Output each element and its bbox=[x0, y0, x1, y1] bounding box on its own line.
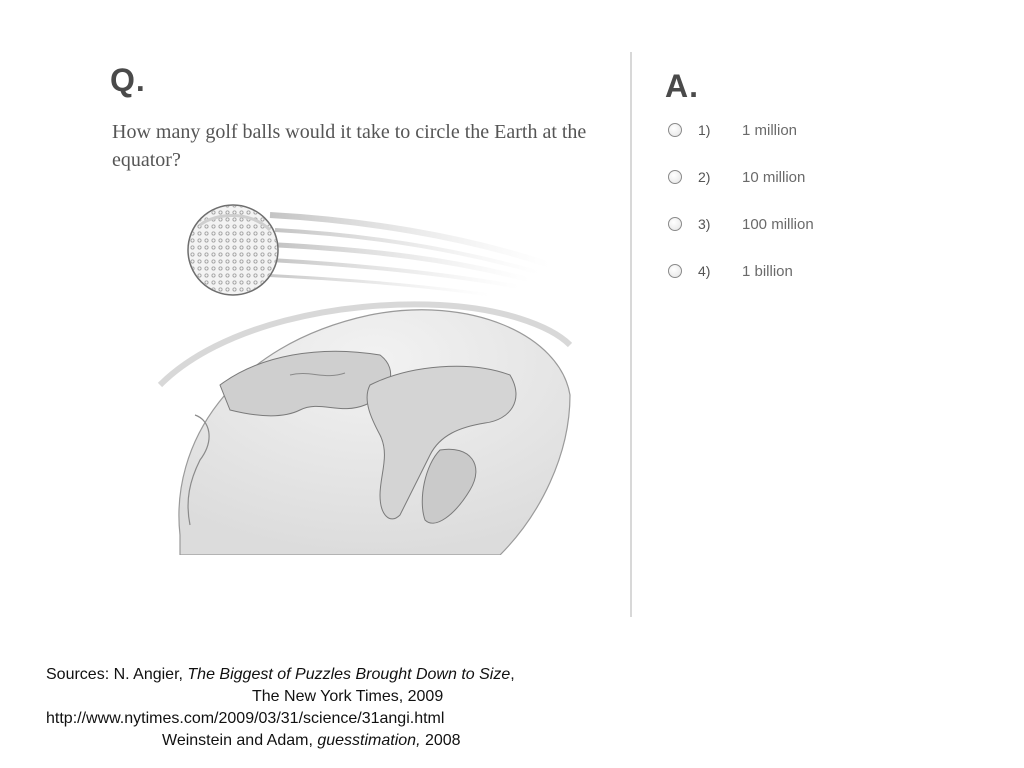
option-number: 3) bbox=[698, 216, 711, 232]
option-label: 1 billion bbox=[742, 262, 793, 280]
source-authors: Weinstein and Adam, bbox=[162, 732, 318, 749]
source-article-title: The Biggest of Puzzles Brought Down to Size bbox=[187, 666, 511, 683]
radio-button-icon[interactable] bbox=[668, 170, 682, 184]
radio-button-icon[interactable] bbox=[668, 123, 682, 137]
question-heading: Q. bbox=[110, 62, 146, 98]
option-label: 1 million bbox=[742, 121, 798, 139]
column-divider bbox=[630, 52, 632, 617]
option-label: 10 million bbox=[742, 168, 806, 186]
option-number: 1) bbox=[698, 122, 711, 138]
golf-ball-earth-illustration bbox=[140, 195, 580, 555]
source-suffix: , bbox=[510, 666, 515, 683]
answer-option-1[interactable] bbox=[668, 118, 868, 142]
option-label: 100 million bbox=[742, 215, 814, 233]
source-book-title: guesstimation, bbox=[317, 732, 421, 749]
radio-button-icon[interactable] bbox=[668, 217, 682, 231]
question-text: How many golf balls would it take to circle the Earth at the equator? bbox=[112, 121, 587, 171]
source-line-1 bbox=[46, 664, 515, 686]
motion-streaks bbox=[260, 215, 550, 295]
source-prefix: Sources: N. Angier, bbox=[46, 666, 188, 683]
option-number: 2) bbox=[698, 169, 711, 185]
answer-option-4[interactable] bbox=[668, 259, 868, 283]
answer-option-2[interactable] bbox=[668, 165, 868, 189]
answer-option-3[interactable] bbox=[668, 212, 868, 236]
source-line-4 bbox=[162, 730, 461, 752]
source-year: 2008 bbox=[420, 732, 461, 749]
radio-button-icon[interactable] bbox=[668, 264, 682, 278]
earth-illustration bbox=[160, 304, 570, 555]
option-number: 4) bbox=[698, 263, 711, 279]
golf-ball-icon bbox=[188, 205, 278, 295]
answer-heading: A. bbox=[665, 68, 699, 104]
source-url: http://www.nytimes.com/2009/03/31/science/31angi.html bbox=[46, 710, 445, 727]
source-line-2: The New York Times, 2009 bbox=[252, 688, 444, 705]
